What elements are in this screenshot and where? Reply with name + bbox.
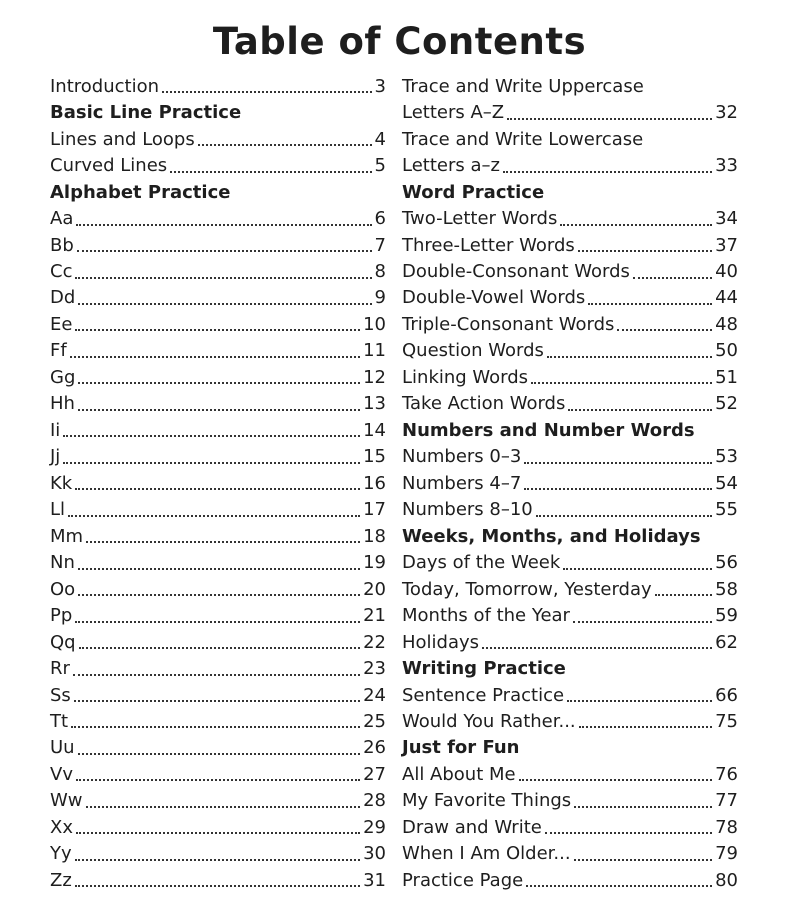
- toc-entry-label: Trace and Write Uppercase: [402, 75, 644, 97]
- toc-entry-page-number: 56: [715, 552, 738, 574]
- section-heading-alphabet-practice: [50, 179, 386, 205]
- dot-leader: [78, 594, 360, 596]
- toc-entry-label: Ll: [50, 499, 66, 521]
- dot-leader: [75, 329, 360, 331]
- toc-entry-page-number: 22: [363, 631, 386, 653]
- dot-leader: [482, 647, 712, 649]
- toc-entry-label: Ii: [50, 419, 61, 441]
- toc-entry-page-number: 79: [715, 843, 738, 865]
- dot-leader: [573, 621, 712, 623]
- toc-entry-page-number: 12: [363, 366, 386, 388]
- toc-entry-months-of-the-year[interactable]: [402, 602, 738, 628]
- dot-leader: [86, 541, 360, 543]
- page-title: Table of Contents: [212, 20, 587, 63]
- toc-entry-page-number: 34: [715, 208, 738, 230]
- dot-leader: [76, 779, 360, 781]
- dot-leader: [74, 700, 360, 702]
- toc-entry-page-number: 33: [715, 155, 738, 177]
- section-heading-just-for-fun: [402, 735, 738, 761]
- dot-leader: [655, 594, 712, 596]
- toc-entry-label: Letters a–z: [402, 155, 500, 177]
- dot-leader: [75, 488, 360, 490]
- dot-leader: [170, 171, 371, 173]
- toc-entry-page-number: 77: [715, 790, 738, 812]
- toc-entry-nn[interactable]: [50, 549, 386, 575]
- toc-entry-all-about-me[interactable]: [402, 761, 738, 787]
- toc-entry-qq[interactable]: [50, 629, 386, 655]
- toc-entry-page-number: 25: [363, 710, 386, 732]
- toc-entry-aa[interactable]: [50, 205, 386, 231]
- toc-entry-label: Numbers 4–7: [402, 472, 522, 494]
- toc-entry-page-number: 29: [363, 816, 386, 838]
- toc-entry-label: Ss: [50, 684, 71, 706]
- toc-entry-label: Ff: [50, 340, 67, 362]
- dot-leader: [567, 700, 712, 702]
- dot-leader: [78, 382, 360, 384]
- dot-leader: [75, 859, 360, 861]
- toc-entry-ii[interactable]: [50, 417, 386, 443]
- toc-entry-linking-words[interactable]: [402, 364, 738, 390]
- toc-left-column: [50, 73, 386, 894]
- dot-leader: [79, 647, 361, 649]
- toc-entry-page-number: 62: [715, 631, 738, 653]
- toc-entry-label: Two-Letter Words: [402, 208, 558, 230]
- toc-entry-page-number: 58: [715, 578, 738, 600]
- toc-entry-ww[interactable]: [50, 788, 386, 814]
- toc-entry-curved-lines[interactable]: [50, 152, 386, 178]
- toc-entry-hh[interactable]: [50, 391, 386, 417]
- toc-entry-page-number: 11: [363, 340, 386, 362]
- toc-entry-page-number: 15: [363, 446, 386, 468]
- toc-entry-rr[interactable]: [50, 655, 386, 681]
- toc-entry-page-number: 40: [715, 261, 738, 283]
- toc-entry-label: Kk: [50, 472, 73, 494]
- toc-entry-page-number: 18: [363, 525, 386, 547]
- toc-entry-label: Months of the Year: [402, 605, 570, 627]
- dot-leader: [198, 144, 372, 146]
- toc-entry-triple-consonant-words[interactable]: [402, 311, 738, 337]
- toc-entry-uu[interactable]: [50, 735, 386, 761]
- toc-entry-cc[interactable]: [50, 258, 386, 284]
- dot-leader: [578, 250, 712, 252]
- toc-entry-numbers-4-7[interactable]: [402, 470, 738, 496]
- toc-entry-label: All About Me: [402, 763, 516, 785]
- toc-entry-page-number: 16: [363, 472, 386, 494]
- toc-entry-label: Trace and Write Lowercase: [402, 128, 644, 150]
- toc-entry-ff[interactable]: [50, 338, 386, 364]
- dot-leader: [78, 568, 360, 570]
- toc-entry-numbers-0-3[interactable]: [402, 444, 738, 470]
- toc-entry-label: Introduction: [50, 75, 160, 97]
- toc-entry-bb[interactable]: [50, 232, 386, 258]
- toc-entry-page-number: 17: [363, 499, 386, 521]
- toc-entry-question-words[interactable]: [402, 338, 738, 364]
- toc-entry-introduction[interactable]: [50, 73, 386, 99]
- dot-leader: [563, 568, 712, 570]
- dot-leader: [574, 859, 713, 861]
- dot-leader: [579, 726, 712, 728]
- toc-entry-page-number: 80: [715, 869, 738, 891]
- toc-entry-label: Aa: [50, 208, 74, 230]
- section-heading-label: Writing Practice: [402, 658, 566, 680]
- toc-entry-page-number: 78: [715, 816, 738, 838]
- toc-entry-label: Holidays: [402, 631, 480, 653]
- toc-entry-tt[interactable]: [50, 708, 386, 734]
- section-heading-writing-practice: [402, 655, 738, 681]
- dot-leader: [531, 382, 712, 384]
- toc-entry-label: Double-Vowel Words: [402, 287, 586, 309]
- toc-entry-page-number: 9: [374, 287, 386, 309]
- toc-entry-zz[interactable]: [50, 867, 386, 893]
- toc-entry-label: Letters A–Z: [402, 102, 505, 124]
- section-heading-label: Basic Line Practice: [50, 102, 242, 124]
- toc-entry-title-line: [402, 126, 738, 152]
- toc-entry-label: When I Am Older...: [402, 843, 571, 865]
- toc-entry-days-of-the-week[interactable]: [402, 549, 738, 575]
- dot-leader: [617, 329, 712, 331]
- toc-entry-xx[interactable]: [50, 814, 386, 840]
- toc-entry-label: Take Action Words: [402, 393, 566, 415]
- toc-entry-page-number: 37: [715, 234, 738, 256]
- dot-leader: [78, 409, 360, 411]
- toc-entry-when-i-am-older[interactable]: [402, 841, 738, 867]
- toc-entry-label: Draw and Write: [402, 816, 542, 838]
- toc-entry-numbers-8-10[interactable]: [402, 497, 738, 523]
- toc-entry-label: Hh: [50, 393, 75, 415]
- toc-entry-letters-a-z[interactable]: [402, 99, 738, 125]
- toc-entry-label: Uu: [50, 737, 75, 759]
- toc-entry-page-number: 31: [363, 869, 386, 891]
- toc-entry-page-number: 51: [715, 366, 738, 388]
- toc-entry-pp[interactable]: [50, 602, 386, 628]
- dot-leader: [76, 224, 371, 226]
- toc-entry-label: Linking Words: [402, 366, 529, 388]
- dot-leader: [70, 356, 360, 358]
- toc-entry-double-vowel-words[interactable]: [402, 285, 738, 311]
- toc-entry-label: Would You Rather...: [402, 710, 576, 732]
- dot-leader: [68, 515, 360, 517]
- toc-entry-practice-page[interactable]: [402, 867, 738, 893]
- section-heading-label: Just for Fun: [402, 737, 520, 759]
- toc-right-column: [402, 73, 738, 894]
- toc-entry-page-number: 7: [374, 234, 386, 256]
- toc-entry-page-number: 5: [374, 155, 386, 177]
- toc-entry-page-number: 14: [363, 419, 386, 441]
- dot-leader: [507, 118, 712, 120]
- toc-entry-page-number: 28: [363, 790, 386, 812]
- toc-entry-label: Yy: [50, 843, 72, 865]
- toc-entry-label: Pp: [50, 605, 73, 627]
- toc-entry-page-number: 3: [374, 75, 386, 97]
- toc-entry-label: Three-Letter Words: [402, 234, 575, 256]
- section-heading-label: Alphabet Practice: [50, 181, 231, 203]
- toc-entry-label: Curved Lines: [50, 155, 168, 177]
- toc-entry-ss[interactable]: [50, 682, 386, 708]
- toc-entry-page-number: 23: [363, 658, 386, 680]
- dot-leader: [588, 303, 712, 305]
- dot-leader: [86, 806, 361, 808]
- toc-entry-page-number: 30: [363, 843, 386, 865]
- dot-leader: [503, 171, 712, 173]
- toc-entry-label: Jj: [50, 446, 61, 468]
- toc-entry-label: Nn: [50, 552, 75, 574]
- toc-entry-page-number: 20: [363, 578, 386, 600]
- dot-leader: [63, 462, 360, 464]
- toc-entry-page-number: 48: [715, 313, 738, 335]
- dot-leader: [568, 409, 712, 411]
- toc-entry-label: Numbers 8–10: [402, 499, 533, 521]
- toc-entry-page-number: 8: [374, 261, 386, 283]
- toc-entry-vv[interactable]: [50, 761, 386, 787]
- toc-entry-label: Qq: [50, 631, 76, 653]
- dot-leader: [75, 885, 360, 887]
- toc-entry-today-tomorrow-yesterday[interactable]: [402, 576, 738, 602]
- toc-entry-label: Ee: [50, 313, 73, 335]
- dot-leader: [560, 224, 712, 226]
- dot-leader: [78, 753, 361, 755]
- dot-leader: [536, 515, 712, 517]
- toc-entry-jj[interactable]: [50, 444, 386, 470]
- toc-entry-label: Xx: [50, 816, 73, 838]
- dot-leader: [76, 832, 360, 834]
- toc-entry-label: Zz: [50, 869, 72, 891]
- toc-entry-page-number: 10: [363, 313, 386, 335]
- toc-entry-page-number: 32: [715, 102, 738, 124]
- toc-entry-page-number: 55: [715, 499, 738, 521]
- toc-entry-label: My Favorite Things: [402, 790, 572, 812]
- dot-leader: [77, 250, 372, 252]
- section-heading-basic-line-practice: [50, 99, 386, 125]
- toc-entry-page-number: 6: [374, 208, 386, 230]
- dot-leader: [524, 462, 712, 464]
- toc-entry-page-number: 21: [363, 605, 386, 627]
- toc-entry-would-you-rather[interactable]: [402, 708, 738, 734]
- dot-leader: [526, 885, 712, 887]
- toc-entry-page-number: 53: [715, 446, 738, 468]
- dot-leader: [524, 488, 712, 490]
- toc-entry-label: Dd: [50, 287, 76, 309]
- toc-entry-page-number: 44: [715, 287, 738, 309]
- toc-entry-label: Days of the Week: [402, 552, 561, 574]
- dot-leader: [75, 621, 360, 623]
- toc-entry-label: Cc: [50, 261, 73, 283]
- toc-entry-page-number: 4: [374, 128, 386, 150]
- dot-leader: [63, 435, 360, 437]
- dot-leader: [78, 303, 371, 305]
- toc-entry-label: Question Words: [402, 340, 544, 362]
- dot-leader: [73, 674, 360, 676]
- toc-entry-label: Double-Consonant Words: [402, 261, 630, 283]
- toc-entry-take-action-words[interactable]: [402, 391, 738, 417]
- toc-entry-label: Bb: [50, 234, 74, 256]
- toc-entry-label: Ww: [50, 790, 83, 812]
- toc-entry-ee[interactable]: [50, 311, 386, 337]
- toc-entry-label: Numbers 0–3: [402, 446, 522, 468]
- toc-entry-holidays[interactable]: [402, 629, 738, 655]
- section-heading-weeks-months-and-holidays: [402, 523, 738, 549]
- toc-entry-label: Today, Tomorrow, Yesterday: [402, 578, 652, 600]
- dot-leader: [545, 832, 712, 834]
- toc-entry-kk[interactable]: [50, 470, 386, 496]
- dot-leader: [547, 356, 712, 358]
- toc-entry-my-favorite-things[interactable]: [402, 788, 738, 814]
- toc-entry-page-number: 27: [363, 763, 386, 785]
- toc-entry-label: Triple-Consonant Words: [402, 313, 615, 335]
- toc-entry-page-number: 76: [715, 763, 738, 785]
- toc-entry-label: Mm: [50, 525, 84, 547]
- toc-entry-three-letter-words[interactable]: [402, 232, 738, 258]
- toc-entry-label: Practice Page: [402, 869, 524, 891]
- toc-entry-page-number: 52: [715, 393, 738, 415]
- toc-entry-lines-and-loops[interactable]: [50, 126, 386, 152]
- section-heading-label: Word Practice: [402, 181, 545, 203]
- dot-leader: [71, 726, 360, 728]
- toc-entry-page-number: 50: [715, 340, 738, 362]
- toc-entry-mm[interactable]: [50, 523, 386, 549]
- toc-entry-page-number: 66: [715, 684, 738, 706]
- toc-entry-page-number: 19: [363, 552, 386, 574]
- toc-entry-label: Oo: [50, 578, 76, 600]
- dot-leader: [75, 277, 371, 279]
- toc-entry-draw-and-write[interactable]: [402, 814, 738, 840]
- dot-leader: [519, 779, 713, 781]
- toc-entry-dd[interactable]: [50, 285, 386, 311]
- dot-leader: [162, 91, 372, 93]
- toc-entry-double-consonant-words[interactable]: [402, 258, 738, 284]
- toc-entry-label: Vv: [50, 763, 73, 785]
- dot-leader: [574, 806, 712, 808]
- toc-entry-page-number: 59: [715, 605, 738, 627]
- toc-entry-label: Lines and Loops: [50, 128, 195, 150]
- section-heading-word-practice: [402, 179, 738, 205]
- toc-entry-page-number: 26: [363, 737, 386, 759]
- toc-entry-yy[interactable]: [50, 841, 386, 867]
- dot-leader: [633, 277, 712, 279]
- toc-entry-gg[interactable]: [50, 364, 386, 390]
- toc-entry-letters-a-z[interactable]: [402, 152, 738, 178]
- toc-entry-title-line: [402, 73, 738, 99]
- toc-entry-ll[interactable]: [50, 497, 386, 523]
- toc-entry-oo[interactable]: [50, 576, 386, 602]
- toc-entry-label: Gg: [50, 366, 76, 388]
- toc-entry-page-number: 54: [715, 472, 738, 494]
- toc-entry-page-number: 75: [715, 710, 738, 732]
- toc-entry-label: Tt: [50, 710, 69, 732]
- toc-entry-sentence-practice[interactable]: [402, 682, 738, 708]
- section-heading-numbers-and-number-words: [402, 417, 738, 443]
- toc-entry-label: Rr: [50, 658, 70, 680]
- toc-entry-page-number: 24: [363, 684, 386, 706]
- toc-entry-page-number: 13: [363, 393, 386, 415]
- toc-entry-two-letter-words[interactable]: [402, 205, 738, 231]
- section-heading-label: Weeks, Months, and Holidays: [402, 525, 701, 547]
- section-heading-label: Numbers and Number Words: [402, 419, 695, 441]
- toc-entry-label: Sentence Practice: [402, 684, 565, 706]
